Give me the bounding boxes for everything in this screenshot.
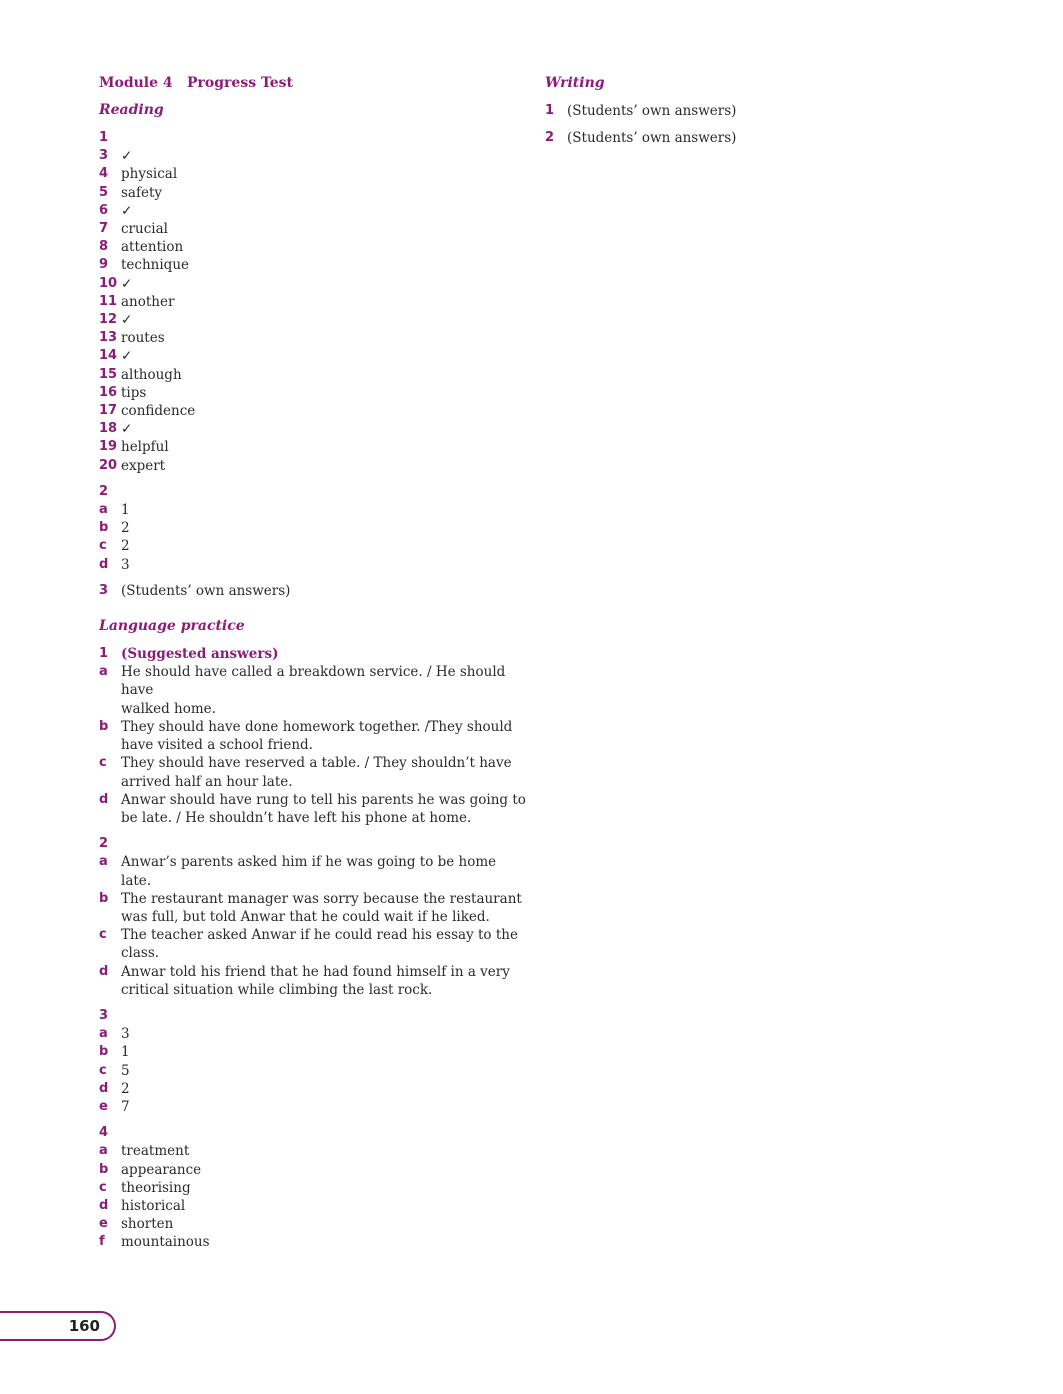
answer-item bbox=[99, 537, 529, 555]
item-number: c bbox=[99, 1062, 107, 1078]
answer-item bbox=[99, 384, 529, 402]
item-answer: physical bbox=[121, 166, 178, 183]
answer-item bbox=[99, 293, 529, 311]
item-number: b bbox=[99, 520, 109, 536]
answer-line bbox=[99, 926, 529, 944]
item-answer: attention bbox=[121, 239, 184, 256]
item-answer: treatment bbox=[121, 1143, 190, 1160]
item-letter: d bbox=[99, 963, 109, 979]
language-ex2-num: 2 bbox=[99, 836, 109, 852]
item-text: Anwar’s parents asked him if he was going to be home late. bbox=[121, 854, 497, 889]
answer-item bbox=[99, 1233, 529, 1251]
item-answer: ✓ bbox=[121, 421, 133, 438]
item-letter: d bbox=[99, 791, 109, 807]
language-ex1-header: 1 (Suggested answers) bbox=[99, 646, 279, 663]
page-number: 160 bbox=[68, 1317, 100, 1335]
item-number: 15 bbox=[99, 366, 118, 382]
answer-item bbox=[99, 366, 529, 384]
language-ex1-list bbox=[99, 663, 529, 827]
answer-line bbox=[99, 944, 529, 962]
language-ex4-list bbox=[99, 1142, 529, 1251]
answer-line bbox=[99, 963, 529, 981]
answer-item bbox=[99, 329, 529, 347]
answer-line bbox=[99, 754, 529, 772]
answer-line bbox=[99, 890, 529, 908]
answer-item bbox=[545, 129, 945, 147]
item-number: 8 bbox=[99, 239, 109, 255]
item-number: a bbox=[99, 1143, 108, 1159]
item-number: 5 bbox=[99, 184, 109, 200]
indent bbox=[99, 773, 121, 791]
item-number: 1 bbox=[545, 103, 555, 118]
item-letter: b bbox=[99, 718, 109, 734]
indent bbox=[99, 736, 121, 754]
writing-list bbox=[545, 102, 945, 147]
page-header bbox=[99, 75, 529, 93]
answer-item bbox=[99, 275, 529, 293]
answer-item bbox=[99, 1142, 529, 1160]
answer-item bbox=[99, 457, 529, 475]
item-text: be late. / He shouldn’t have left his phone at home. bbox=[121, 809, 472, 826]
answer-item bbox=[99, 1080, 529, 1098]
item-answer: ✓ bbox=[121, 348, 133, 365]
module-label: Module 4 bbox=[99, 75, 173, 91]
answer-item bbox=[99, 1161, 529, 1179]
item-number: e bbox=[99, 1216, 108, 1232]
answer-item bbox=[99, 311, 529, 329]
item-answer: 5 bbox=[121, 1062, 130, 1079]
reading-ex2-num: 2 bbox=[99, 483, 109, 499]
item-answer: shorten bbox=[121, 1216, 174, 1233]
item-number: 19 bbox=[99, 439, 118, 455]
item-answer: (Students’ own answers) bbox=[567, 103, 737, 119]
answer-item bbox=[99, 347, 529, 365]
answer-item bbox=[99, 1098, 529, 1116]
item-number: b bbox=[99, 1161, 109, 1177]
item-text: critical situation while climbing the last rock. bbox=[121, 981, 433, 998]
item-answer: 7 bbox=[121, 1098, 130, 1115]
indent bbox=[99, 981, 121, 999]
item-text: They should have done homework together. /They should bbox=[121, 718, 513, 735]
item-letter: b bbox=[99, 890, 109, 906]
item-number: 4 bbox=[99, 166, 109, 182]
answer-item bbox=[99, 220, 529, 238]
answer-item bbox=[99, 1179, 529, 1197]
answer-line bbox=[99, 981, 529, 999]
item-answer: helpful bbox=[121, 439, 169, 456]
item-number: 6 bbox=[99, 202, 109, 218]
item-number: f bbox=[99, 1234, 105, 1250]
item-number: 3 bbox=[99, 148, 109, 164]
item-text: They should have reserved a table. / They shouldn’t have bbox=[121, 755, 512, 772]
item-answer: ✓ bbox=[121, 275, 133, 292]
item-answer: ✓ bbox=[121, 312, 133, 329]
answer-item bbox=[99, 501, 529, 519]
item-letter: a bbox=[99, 854, 108, 870]
answer-item bbox=[99, 420, 529, 438]
item-answer: routes bbox=[121, 330, 165, 347]
answer-item bbox=[99, 519, 529, 537]
answer-item bbox=[99, 1197, 529, 1215]
item-answer: appearance bbox=[121, 1161, 202, 1178]
item-text: The teacher asked Anwar if he could read his essay to the bbox=[121, 927, 518, 944]
item-answer: expert bbox=[121, 457, 166, 474]
indent bbox=[99, 944, 121, 962]
answer-item bbox=[99, 1215, 529, 1233]
item-answer: 2 bbox=[121, 538, 130, 555]
answer-line bbox=[99, 809, 529, 827]
answer-item bbox=[99, 556, 529, 574]
language-ex3-list bbox=[99, 1025, 529, 1116]
item-answer: confidence bbox=[121, 403, 196, 420]
item-number: c bbox=[99, 538, 107, 554]
answer-line bbox=[99, 663, 529, 699]
answer-item bbox=[99, 438, 529, 456]
indent bbox=[99, 700, 121, 718]
item-number: d bbox=[99, 556, 109, 572]
item-answer: 1 bbox=[121, 1044, 130, 1061]
item-number: b bbox=[99, 1044, 109, 1060]
answer-item bbox=[99, 1043, 529, 1061]
item-number: 20 bbox=[99, 457, 118, 473]
item-answer: another bbox=[121, 293, 175, 310]
answer-line bbox=[99, 718, 529, 736]
reading-title: Reading bbox=[99, 102, 164, 118]
language-ex2-list bbox=[99, 853, 529, 999]
item-answer: safety bbox=[121, 184, 163, 201]
item-answer: theorising bbox=[121, 1179, 191, 1196]
item-answer: mountainous bbox=[121, 1234, 210, 1251]
item-number: 18 bbox=[99, 421, 118, 437]
item-text: have visited a school friend. bbox=[121, 737, 313, 754]
answer-item bbox=[99, 1025, 529, 1043]
item-number: 16 bbox=[99, 384, 118, 400]
answer-line bbox=[99, 908, 529, 926]
item-number: c bbox=[99, 1179, 107, 1195]
left-column bbox=[99, 75, 529, 1252]
item-letter: a bbox=[99, 664, 108, 680]
item-letter: c bbox=[99, 927, 107, 943]
answer-line bbox=[99, 773, 529, 791]
item-text: arrived half an hour late. bbox=[121, 773, 293, 790]
item-text: He should have called a breakdown service. / He should have bbox=[121, 664, 506, 699]
item-text: walked home. bbox=[121, 700, 216, 717]
indent bbox=[99, 809, 121, 827]
answer-line bbox=[99, 736, 529, 754]
item-number: 17 bbox=[99, 403, 118, 419]
writing-title: Writing bbox=[545, 75, 605, 91]
item-text: was full, but told Anwar that he could wait if he liked. bbox=[121, 908, 490, 925]
item-number: 7 bbox=[99, 221, 109, 237]
item-answer: 1 bbox=[121, 502, 130, 519]
answer-item bbox=[99, 256, 529, 274]
item-answer: technique bbox=[121, 257, 190, 274]
item-answer: 3 bbox=[121, 1026, 130, 1043]
item-number: 14 bbox=[99, 348, 118, 364]
item-letter: c bbox=[99, 755, 107, 771]
answer-line bbox=[99, 791, 529, 809]
item-number: 9 bbox=[99, 257, 109, 273]
item-answer: although bbox=[121, 366, 182, 383]
language-ex4-num: 4 bbox=[99, 1125, 109, 1141]
reading-ex1-num: 1 bbox=[99, 130, 109, 145]
reading-ex3: 3 (Students’ own answers) bbox=[99, 582, 291, 599]
item-number: d bbox=[99, 1080, 109, 1096]
item-number: a bbox=[99, 502, 108, 518]
item-text: Anwar should have rung to tell his parents he was going to bbox=[121, 791, 526, 808]
item-text: class. bbox=[121, 945, 160, 962]
item-text: The restaurant manager was sorry because the restaurant bbox=[121, 890, 522, 907]
answer-item bbox=[99, 165, 529, 183]
item-number: 10 bbox=[99, 275, 118, 291]
item-answer: crucial bbox=[121, 221, 168, 238]
answer-item bbox=[99, 402, 529, 420]
item-answer: 3 bbox=[121, 556, 130, 573]
answer-line bbox=[99, 853, 529, 889]
right-column bbox=[545, 75, 945, 156]
item-number: e bbox=[99, 1098, 108, 1114]
item-answer: (Students’ own answers) bbox=[567, 130, 737, 147]
item-number: 12 bbox=[99, 312, 118, 328]
item-number: d bbox=[99, 1197, 109, 1213]
answer-item bbox=[99, 147, 529, 165]
item-answer: historical bbox=[121, 1197, 186, 1214]
item-number: 2 bbox=[545, 130, 555, 146]
test-title: Progress Test bbox=[187, 75, 294, 91]
item-text: Anwar told his friend that he had found himself in a very bbox=[121, 963, 510, 980]
item-number: a bbox=[99, 1026, 108, 1042]
page-number-tab bbox=[0, 1311, 116, 1341]
language-title: Language practice bbox=[99, 618, 245, 635]
item-answer: 2 bbox=[121, 520, 130, 537]
item-answer: ✓ bbox=[121, 202, 133, 219]
item-answer: tips bbox=[121, 384, 147, 401]
answer-item bbox=[99, 184, 529, 202]
item-number: 11 bbox=[99, 293, 118, 309]
answer-item bbox=[99, 1062, 529, 1080]
answer-item bbox=[99, 202, 529, 220]
item-answer: 2 bbox=[121, 1080, 130, 1097]
answer-item bbox=[545, 102, 945, 120]
reading-ex1-list bbox=[99, 147, 529, 475]
reading-ex2-list bbox=[99, 501, 529, 574]
item-answer: ✓ bbox=[121, 148, 133, 165]
answer-item bbox=[99, 238, 529, 256]
indent bbox=[99, 908, 121, 926]
answer-line bbox=[99, 700, 529, 718]
language-ex3-num: 3 bbox=[99, 1007, 109, 1023]
item-number: 13 bbox=[99, 330, 118, 346]
